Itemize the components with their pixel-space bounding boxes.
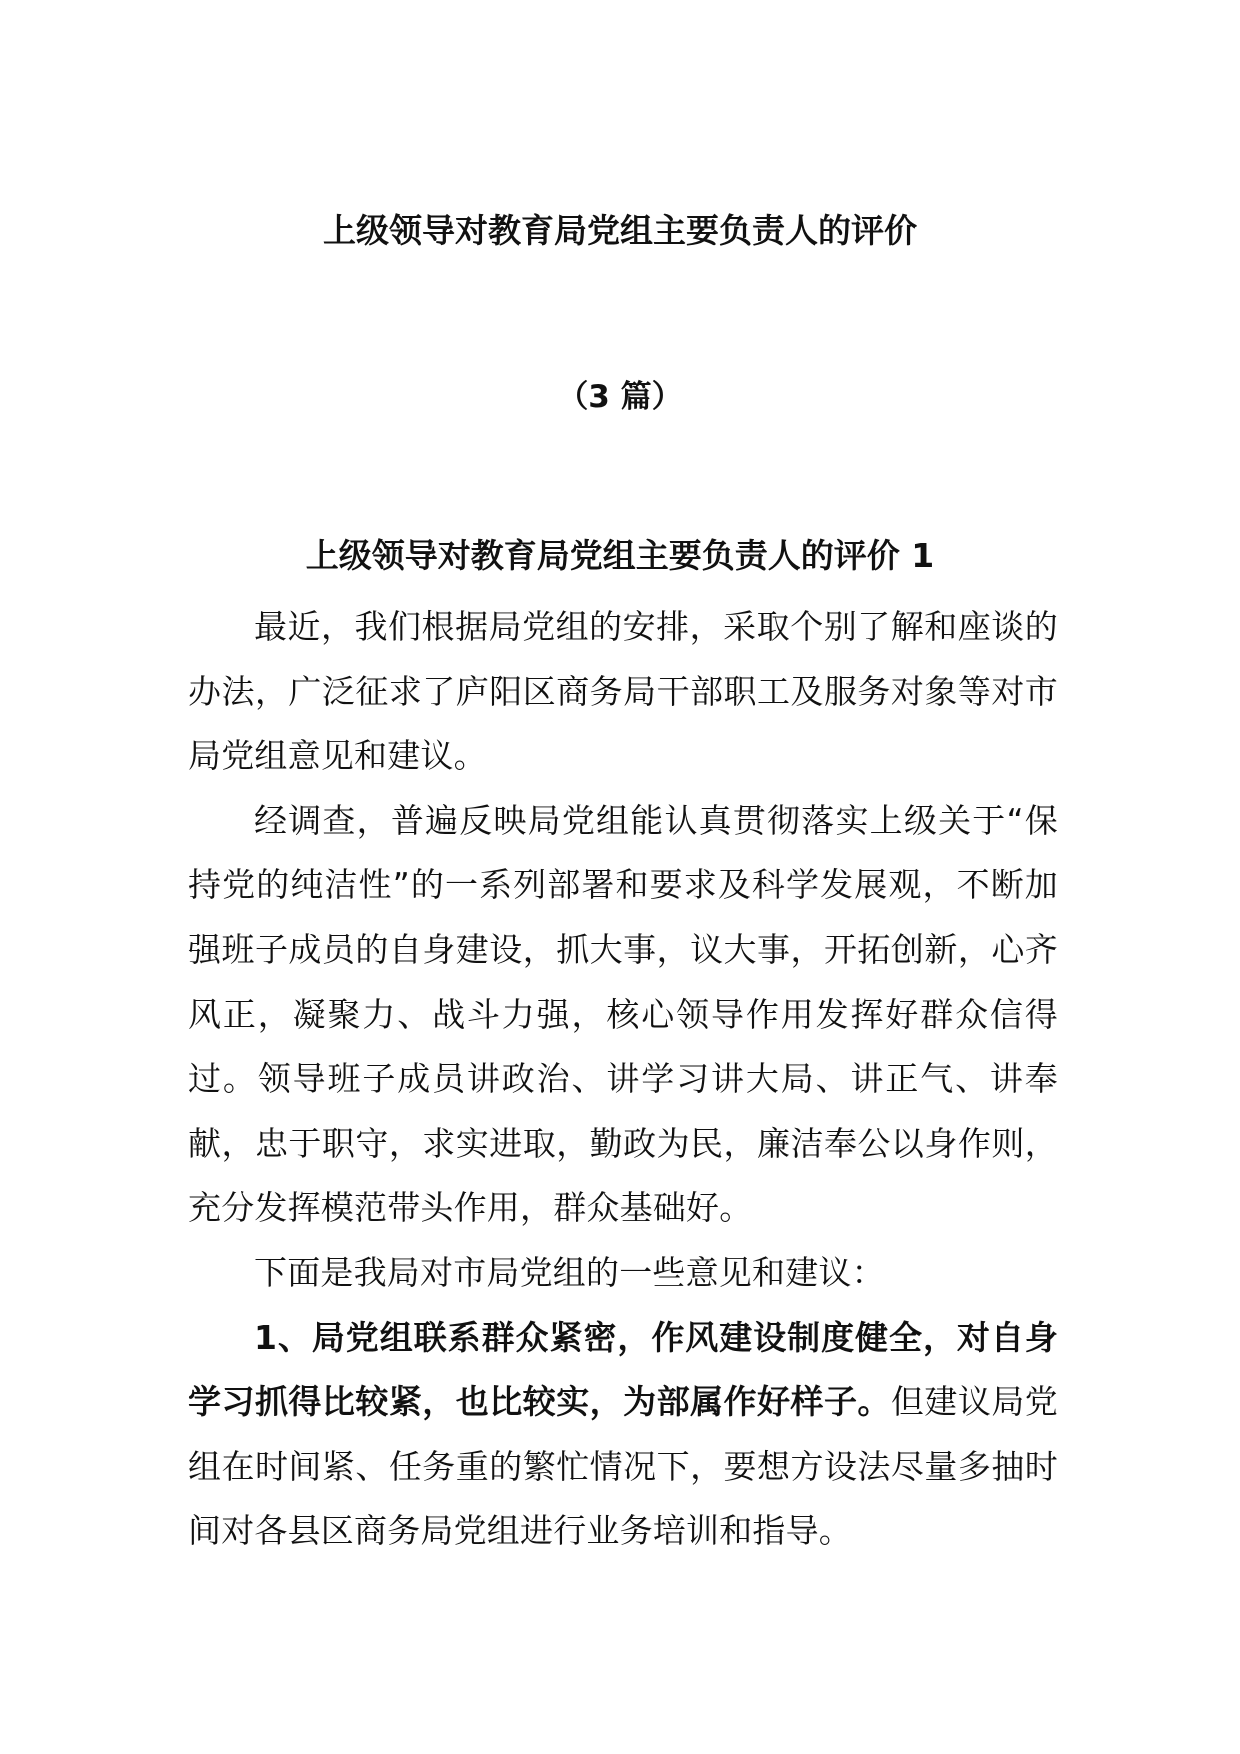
- document-title: 上级领导对教育局党组主要负责人的评价: [323, 211, 917, 250]
- paragraph-1: 最近，我们根据局党组的安排，采取个别了解和座谈的办法，广泛征求了庐阳区商务局干部职工及服务对象等对市局党组意见和建议。: [188, 607, 1058, 776]
- paragraph-4: [188, 1306, 1058, 1564]
- paragraph-2: 经调查，普遍反映局党组能认真贯彻落实上级关于“保持党的纯洁性”的一系列部署和要求及科学发展观，不断加强班子成员的自身建设，抓大事，议大事，开拓创新，心齐风正，凝聚力、战斗力强，核心领导作用发挥好群众信得过。领导班子成员讲政治、讲学习讲大局、讲正气、讲奉献，忠于职守，求实进取，勤政为民，廉洁奉公以身作则，充分发挥模范带头作用，群众基础好。: [188, 800, 1058, 1228]
- article-count: （3 篇）: [557, 379, 683, 415]
- paragraph-4-bold-lead: 1、局党组联系群众紧密，作风建设制度健全，对自身学习抓得比较紧，也比较实，为部属作好样子。: [188, 1317, 1058, 1422]
- section-heading: 上级领导对教育局党组主要负责人的评价 1: [305, 536, 935, 575]
- document-body: [188, 595, 1058, 1564]
- paragraph-3: 下面是我局对市局党组的一些意见和建议：: [254, 1252, 885, 1292]
- paragraph-4-text: 但建议局党组在时间紧、任务重的繁忙情况下，要想方设法尽量多抽时间对各县区商务局党组进行业务培训和指导。: [188, 1382, 1059, 1551]
